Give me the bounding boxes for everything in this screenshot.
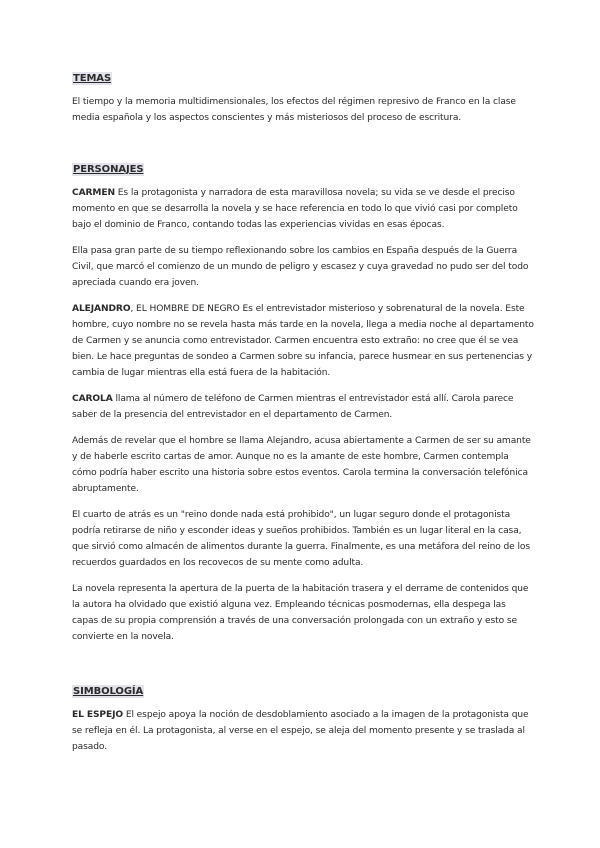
carmen-label: CARMEN <box>72 188 115 198</box>
temas-heading: TEMAS <box>73 73 112 84</box>
carola-paragraph <box>72 391 534 423</box>
personajes-heading: PERSONAJES <box>73 164 144 175</box>
document-page <box>72 66 534 755</box>
alejandro-text: , EL HOMBRE DE NEGRO Es el entrevistador misterioso y sobrenatural de la novela. Este hombre, cuyo nombre no se revela hasta más tarde en la novela, llega a media noche al departamento de Carmen y se anuncia como entrevistador. Carmen encuentra esto extraño: no cree que él se vea bien. Le hace preguntas de sondeo a Carmen sobre su infancia, parece husmear en sus pertenencias y cambia de lugar mientras ella está fuera de la habitación. <box>72 304 534 378</box>
espejo-paragraph <box>72 707 534 755</box>
simbologia-heading: SIMBOLOGÍA <box>73 686 144 697</box>
carmen-paragraph-2: Ella pasa gran parte de su tiempo reflexionando sobre los cambios en España después de la Guerra Civil, que marcó el comienzo de un mundo de peligro y escasez y cuya gravedad no pudo ser del todo apreciada cuando era joven. <box>72 246 529 288</box>
simbologia-section <box>72 679 534 755</box>
cuarto-paragraph: El cuarto de atrás es un "reino donde nada está prohibido", un lugar seguro donde el protagonista podría retirarse de niño y esconder ideas y sueños prohibidos. También es un lugar literal en la casa, que sirvió como almacén de alimentos durante la guerra. Finalmente, es una metáfora del reino de los recuerdos guardados en los recovecos de su mente como adulta. <box>72 510 530 568</box>
carmen-paragraph <box>72 185 534 233</box>
carola-paragraph-2: Además de revelar que el hombre se llama Alejandro, acusa abiertamente a Carmen de ser su amante y de haberle escrito cartas de amor. Aunque no es la amante de este hombre, Carmen contempla cómo podría haber escrito una historia sobre estos eventos. Carola termina la conversación telefónica abruptamente. <box>72 436 531 494</box>
espejo-label: EL ESPEJO <box>72 710 124 720</box>
novela-paragraph: La novela representa la apertura de la puerta de la habitación trasera y el derrame de contenidos que la autora ha olvidado que existió alguna vez. Empleando técnicas posmodernas, ella despega las capas de su propia comprensión a través de una conversación prolongada con un extraño y esto se convierte en la novela. <box>72 584 529 642</box>
espejo-text: El espejo apoya la noción de desdoblamiento asociado a la imagen de la protagonista que se refleja en él. La protagonista, al verse en el espejo, se aleja del momento presente y se traslada al pasado. <box>72 710 529 752</box>
temas-paragraph: El tiempo y la memoria multidimensionales, los efectos del régimen represivo de Franco en la clase media española y los aspectos conscientes y más misteriosos del proceso de escritura. <box>72 97 516 123</box>
alejandro-label: ALEJANDRO <box>72 304 131 314</box>
carola-text: llama al número de teléfono de Carmen mientras el entrevistador está allí. Carola parece saber de la presencia del entrevistador en el departamento de Carmen. <box>72 394 514 420</box>
carola-label: CAROLA <box>72 394 113 404</box>
carmen-text: Es la protagonista y narradora de esta maravillosa novela; su vida se ve desde el preciso momento en que se desarrolla la novela y se hace referencia en todo lo que vivió casi por completo bajo el dominio de Franco, contando todas las experiencias vividas en esas épocas. <box>72 188 518 230</box>
temas-section <box>72 66 534 126</box>
alejandro-paragraph <box>72 301 534 381</box>
personajes-section <box>72 157 534 645</box>
